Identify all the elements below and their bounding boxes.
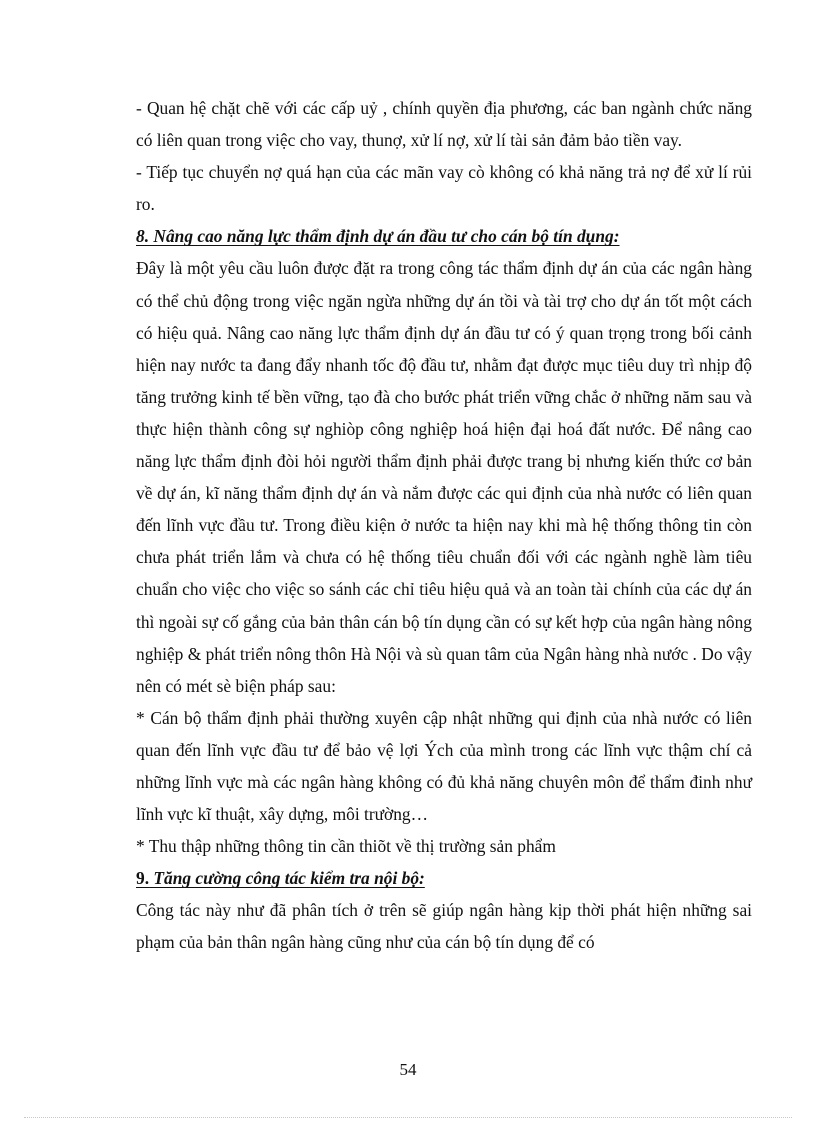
paragraph-relations: - Quan hệ chặt chẽ với các cấp uỷ , chính quyền địa phương, các ban ngành chức năng có liên quan trong việc cho vay, thunợ, xử lí nợ, xử lí tài sản đảm bảo tiền vay. bbox=[136, 98, 752, 151]
page-bottom-divider bbox=[24, 1117, 792, 1118]
document-body bbox=[136, 92, 752, 959]
section-heading-9 bbox=[136, 862, 752, 894]
paragraph-appraisal-capacity: Đây là một yêu cầu luôn được đặt ra trong công tác thẩm định dự án của các ngân hàng có thể chủ động trong việc ngăn ngừa những dự án tồi và tài trợ cho dự án tốt một cách có hiệu quả. Nâng cao năng lực thẩm định dự án đầu tư có ý quan trọng trong bối cảnh hiện nay nước ta đang đẩy nhanh tốc độ đầu tư, nhằm đạt được mục tiêu duy trì nhịp độ tăng trưởng kinh tế bền vững, tạo đà cho bước phát triển vững chắc ở những năm sau và thực hiện thành công sự nghiòp công nghiệp hoá hiện đại hoá đất nước. Để nâng cao năng lực thẩm định đòi hỏi người thẩm định phải được trang bị nhưng kiến thức cơ bản về dự án, kĩ năng thẩm định dự án và nắm được các qui định của nhà nước có liên quan đến lĩnh vực đầu tư. Trong điều kiện ở nước ta hiện nay khi mà hệ thống thông tin còn chưa phát triển lắm và chưa có hệ thống tiêu chuẩn đối với các ngành nghề làm tiêu chuẩn cho việc cho việc so sánh các chỉ tiêu hiệu quả và an toàn tài chính của các dự án thì ngoài sự cố gắng của bản thân cán bộ tín dụng cần có sự kết hợp của ngân hàng nông nghiệp & phát triển nông thôn Hà Nội và sù quan tâm của Ngân hàng nhà nước . Do vậy nên có mét sè biện pháp sau: bbox=[136, 258, 752, 696]
section-heading-9-text: Tăng cường công tác kiểm tra nội bộ: bbox=[149, 868, 425, 889]
bullet-update-regulations: * Cán bộ thẩm định phải thường xuyên cập nhật những qui định của nhà nước có liên quan đến lĩnh vực đầu tư để bảo vệ lợi Ých của mình trong các lĩnh vực thậm chí cả những lĩnh vực mà các ngân hàng không có đủ khả năng chuyên môn để thẩm đinh như lĩnh vực kĩ thuật, xây dựng, môi trường… bbox=[136, 707, 752, 825]
paragraph-overdue-debt: - Tiếp tục chuyển nợ quá hạn của các mãn vay cò không có khả năng trả nợ để xử lí rủi ro. bbox=[136, 162, 752, 215]
paragraph-internal-audit: Công tác này như đã phân tích ở trên sẽ giúp ngân hàng kịp thời phát hiện những sai phạm của bản thân ngân hàng cũng như của cán bộ tín dụng để có bbox=[136, 900, 752, 953]
page-number: 54 bbox=[399, 1060, 417, 1079]
section-heading-8 bbox=[136, 220, 752, 252]
bullet-collect-market-info: * Thu thập những thông tin cần thiõt về thị trường sản phẩm bbox=[136, 836, 556, 857]
section-heading-9-number: 9. bbox=[136, 868, 150, 889]
section-heading-8-text: 8. Nâng cao năng lực thẩm định dự án đầu tư cho cán bộ tín dụng: bbox=[136, 226, 620, 247]
